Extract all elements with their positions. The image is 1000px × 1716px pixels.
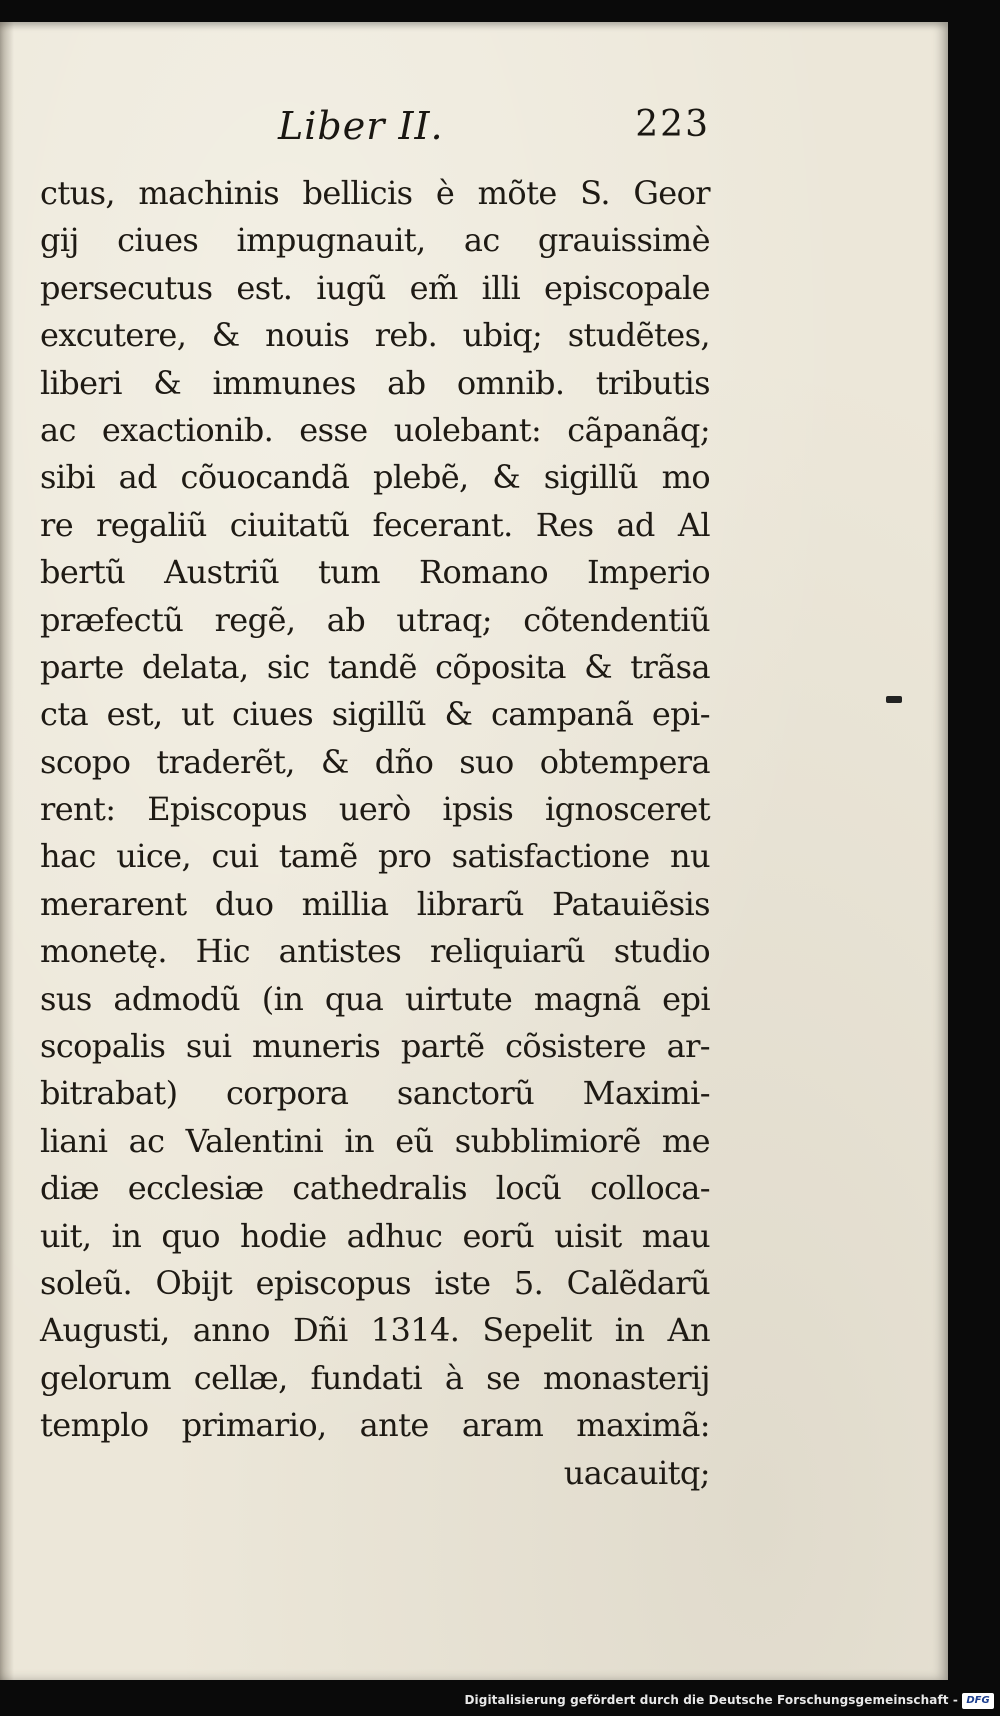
text-line: merarent duo millia librarũ Patauiẽsis <box>40 884 710 923</box>
book-page <box>0 22 948 1680</box>
text-line: soleũ. Obijt episcopus iste 5. Calẽdarũ <box>40 1263 710 1302</box>
page-number: 223 <box>635 104 710 145</box>
text-line: templo primario, ante aram maximã: <box>40 1406 710 1445</box>
text-line: scopalis sui muneris partẽ cõsistere ar- <box>40 1027 710 1066</box>
text-line: gelorum cellæ, fundati à se monasterij <box>40 1358 710 1397</box>
text-line: diæ ecclesiæ cathedralis locũ colloca- <box>40 1169 710 1208</box>
running-head: Liber II. <box>278 104 444 148</box>
catchword: uacauitq; <box>563 1453 710 1492</box>
text-line: parte delata, sic tandẽ cõposita & trãsa <box>40 647 710 686</box>
text-line: sus admodũ (in qua uirtute magnã epi <box>40 979 710 1018</box>
page-header <box>40 104 710 164</box>
text-line: hac uice, cui tamẽ pro satisfactione nu <box>40 837 710 876</box>
body-text <box>40 170 710 1497</box>
margin-mark <box>886 696 902 703</box>
dfg-logo-icon: DFG <box>962 1693 994 1709</box>
text-line: gij ciues impugnauit, ac grauissimè <box>40 221 710 260</box>
text-line: scopo traderẽt, & dño suo obtempera <box>40 742 710 781</box>
text-line: cta est, ut ciues sigillũ & campanã epi- <box>40 695 710 734</box>
text-line: bertũ Austriũ tum Romano Imperio <box>40 553 710 592</box>
text-line: ac exactionib. esse uolebant: cãpanãq; <box>40 410 710 449</box>
text-line: monetę. Hic antistes reliquiarũ studio <box>40 932 710 971</box>
text-line: liberi & immunes ab omnib. tributis <box>40 363 710 402</box>
digitization-credit <box>0 1690 1000 1716</box>
text-line: præfectũ regẽ, ab utraq; cõtendentiũ <box>40 600 710 639</box>
text-line: uit, in quo hodie adhuc eorũ uisit mau <box>40 1216 710 1255</box>
text-line: Augusti, anno Dñi 1314. Sepelit in An <box>40 1311 710 1350</box>
text-line: sibi ad cõuocandã plebẽ, & sigillũ mo <box>40 458 710 497</box>
text-line: liani ac Valentini in eũ subblimiorẽ me <box>40 1121 710 1160</box>
text-line: rent: Episcopus uerò ipsis ignosceret <box>40 790 710 829</box>
text-line: persecutus est. iugũ em̃ illi episcopale <box>40 268 710 307</box>
text-line: re regaliũ ciuitatũ fecerant. Res ad Al <box>40 505 710 544</box>
credit-text: Digitalisierung gefördert durch die Deutsche Forschungsgemeinschaft - <box>464 1693 958 1707</box>
text-line: excutere, & nouis reb. ubiq; studẽtes, <box>40 316 710 355</box>
text-line: ctus, machinis bellicis è mõte S. Geor <box>40 174 710 212</box>
text-line: bitrabat) corpora sanctorũ Maximi- <box>40 1074 710 1113</box>
